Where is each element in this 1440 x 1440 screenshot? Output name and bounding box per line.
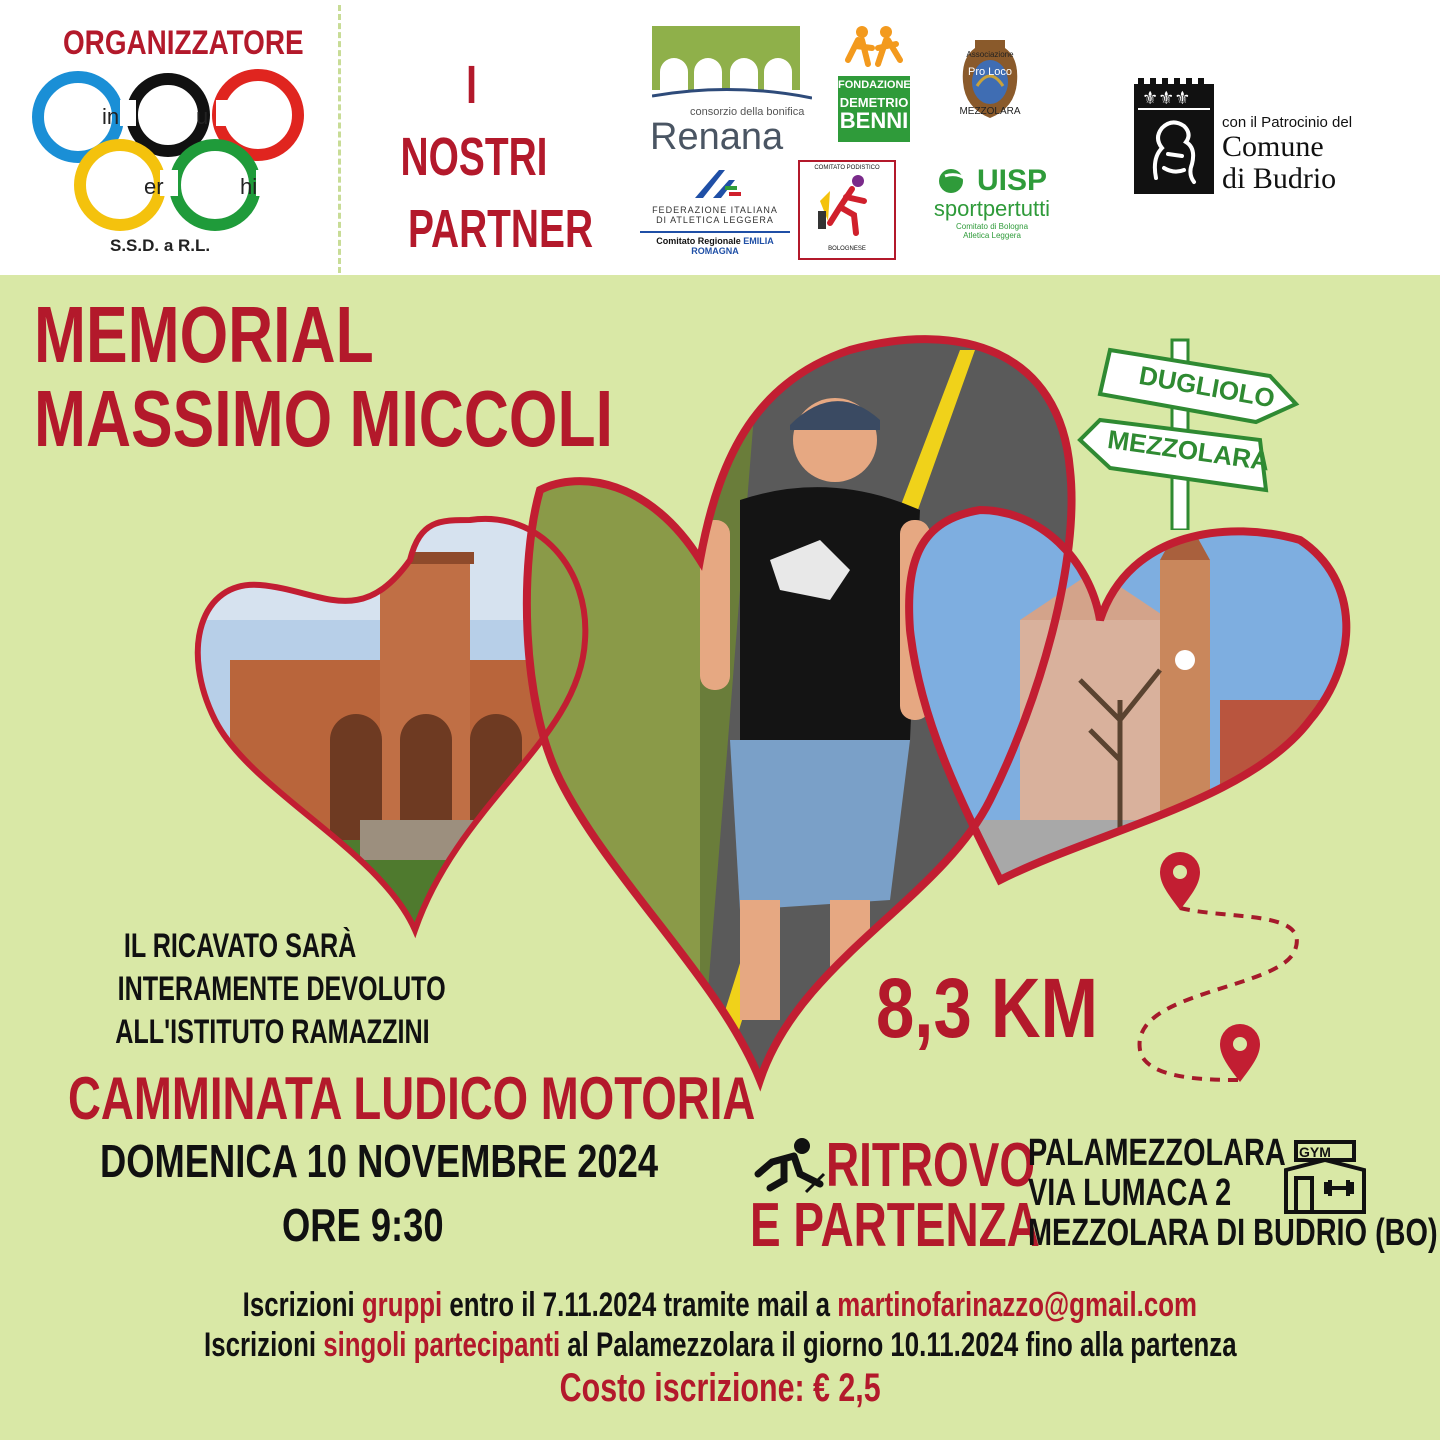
uisp-sub: sportpertutti xyxy=(933,196,1051,221)
route-path-icon xyxy=(1130,850,1330,1090)
church-photo xyxy=(900,500,1370,900)
meeting-place-line3: MEZZOLARA DI BUDRIO (BO) xyxy=(1028,1212,1438,1254)
uisp-line3: Comitato di Bologna xyxy=(955,222,1029,231)
registration-block xyxy=(0,1286,1440,1325)
benni-line2: DEMETRIO xyxy=(839,95,909,110)
reg2-a: Iscrizioni xyxy=(203,1326,323,1364)
logo-text-in: in xyxy=(102,104,120,129)
benni-line1: FONDAZIONE xyxy=(838,79,911,91)
organizer-label: ORGANIZZATORE xyxy=(63,24,304,62)
logo-text-er: er xyxy=(144,174,164,199)
reg2-b: singoli partecipanti xyxy=(322,1326,560,1364)
reg1-b: gruppi xyxy=(362,1286,443,1324)
reg2-c: al Palamezzolara il giorno 10.11.2024 fino alla partenza xyxy=(559,1326,1237,1364)
charity-line2: INTERAMENTE DEVOLUTO xyxy=(117,970,446,1008)
renana-big: Renana xyxy=(650,116,784,158)
sign-mezzolara: MEZZOLARA xyxy=(1105,424,1272,477)
patronage-line2: di Budrio xyxy=(1222,162,1337,195)
patronage-small: con il Patrocinio del xyxy=(1222,114,1353,131)
registration-block-2 xyxy=(0,1326,1440,1365)
reg1-c: entro il 7.11.2024 tramite mail a xyxy=(442,1286,838,1324)
meeting-label2: E PARTENZA xyxy=(750,1191,1040,1260)
registration-line1 xyxy=(243,1286,1197,1325)
proloco-line1: Associazione xyxy=(966,50,1014,59)
registration-line2 xyxy=(204,1326,1237,1365)
event-date: DOMENICA 10 NOVEMBRE 2024 xyxy=(100,1135,659,1187)
logo-text-hi: hi xyxy=(240,174,258,199)
fidal-line1: FEDERAZIONE ITALIANA xyxy=(652,205,778,215)
patronage-line1: Comune xyxy=(1222,130,1324,163)
sign-dugliolo: DUGLIOLO xyxy=(1136,360,1278,414)
partners-heading-line2: NOSTRI xyxy=(400,127,548,187)
svg-text:⚜⚜⚜: ⚜⚜⚜ xyxy=(1142,88,1191,109)
organizer-sub: S.S.D. a R.L. xyxy=(110,236,211,255)
uisp-title: UISP xyxy=(976,164,1048,197)
comitato-line1: COMITATO PODISTICO xyxy=(814,165,880,171)
meeting-place-line2: VIA LUMACA 2 xyxy=(1028,1172,1232,1214)
partners-heading-line3: PARTNER xyxy=(407,199,594,259)
event-type: CAMMINATA LUDICO MOTORIA xyxy=(68,1065,756,1132)
partners-heading-line1: I xyxy=(466,55,478,115)
proloco-line2: Pro Loco xyxy=(967,66,1013,78)
title-line1: MEMORIAL xyxy=(34,290,374,379)
registration-email-link[interactable]: martinofarinazzo@gmail.com xyxy=(837,1286,1198,1324)
uisp-line4: Atletica Leggera xyxy=(963,231,1021,240)
reg1-a: Iscrizioni xyxy=(242,1286,363,1324)
meeting-label1: RITROVO xyxy=(826,1131,1036,1200)
registration-cost: Costo iscrizione: € 2,5 xyxy=(559,1366,881,1410)
charity-line3: ALL'ISTITUTO RAMAZZINI xyxy=(115,1013,430,1051)
fidal-line2: DI ATLETICA LEGGERA xyxy=(656,215,774,225)
runner-start-icon xyxy=(750,1136,826,1194)
charity-note xyxy=(60,927,446,1057)
fidal-line3: Comitato Regionale xyxy=(656,236,741,246)
title-line2: MASSIMO MICCOLI xyxy=(34,374,613,463)
logo-text-u: u xyxy=(196,104,209,129)
signpost-icon xyxy=(1070,330,1310,530)
renana-small: consorzio della bonifica xyxy=(690,106,805,118)
gym-label: GYM xyxy=(1299,1144,1331,1160)
charity-line1: IL RICAVATO SARÀ xyxy=(123,927,357,965)
map-pin-end-icon xyxy=(1220,1024,1260,1082)
registration-block-3 xyxy=(0,1366,1440,1411)
proloco-line3: MEZZOLARA xyxy=(959,106,1021,117)
map-pin-start-icon xyxy=(1160,852,1200,910)
benni-line3: BENNI xyxy=(839,108,909,133)
event-time: ORE 9:30 xyxy=(282,1199,444,1251)
fidal-line4: EMILIA ROMAGNA xyxy=(691,236,774,256)
meeting-place-line1: PALAMEZZOLARA xyxy=(1028,1132,1286,1174)
distance-value: 8,3 KM xyxy=(876,961,1099,1055)
comitato-line2: BOLOGNESE xyxy=(828,246,866,252)
